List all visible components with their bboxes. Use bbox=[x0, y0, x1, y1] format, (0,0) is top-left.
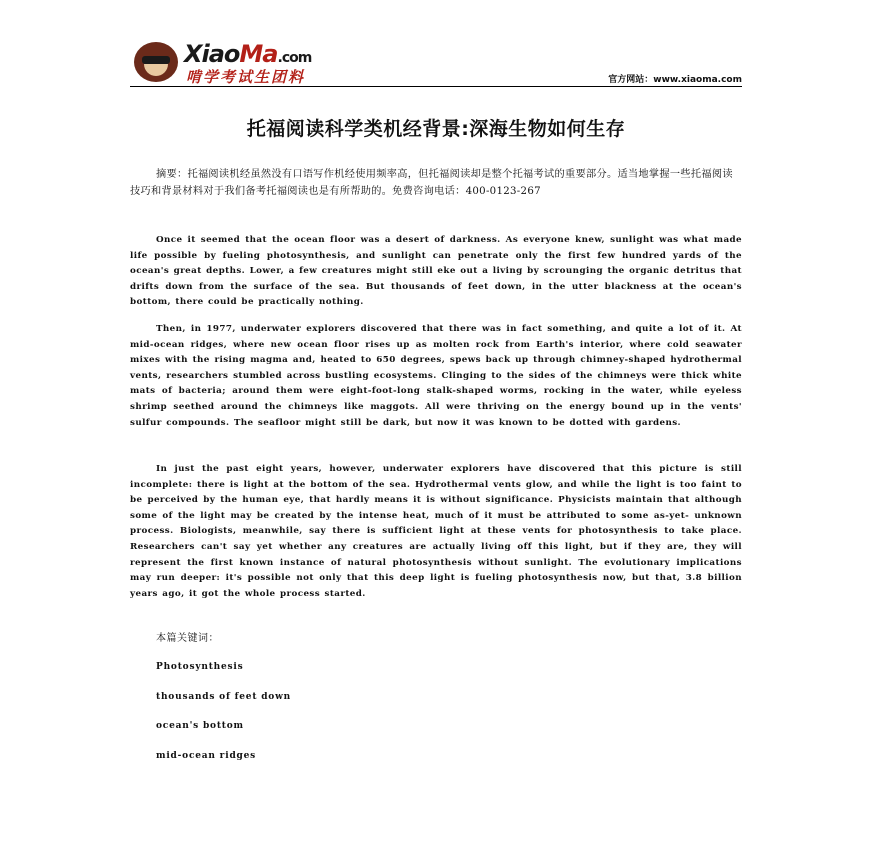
header-divider bbox=[130, 86, 742, 87]
keyword-item: mid-ocean ridges bbox=[156, 751, 257, 761]
logo-slogan: 啃学考试生团料 bbox=[186, 68, 306, 86]
page-title: 托福阅读科学类机经背景:深海生物如何生存 bbox=[246, 118, 626, 140]
logo-word-b: Ma bbox=[239, 40, 278, 68]
keywords-label: 本篇关键词： bbox=[156, 633, 219, 644]
paragraph-1: Once it seemed that the ocean floor was a desert of darkness. As everyone knew, sunlight was what made life possible by fueling photosynthesis, and sunlight can penetrate only the first few hundred yards of the ocean's great depths. Lower, a few creatures might still eke out a living by scrounging the organic detritus that drifts down from the surface of the sea. But thousands of feet down, in the utter blackness at the ocean's bottom, there could be practically nothing. bbox=[130, 235, 742, 308]
logo-word-a: Xiao bbox=[184, 40, 240, 68]
logo-wordmark bbox=[184, 40, 311, 68]
official-site-link[interactable]: 官方网站：www.xiaoma.com bbox=[608, 75, 742, 85]
xiaoma-logo[interactable] bbox=[130, 40, 360, 86]
keyword-item: thousands of feet down bbox=[156, 692, 291, 702]
keyword-item: ocean's bottom bbox=[156, 721, 244, 731]
paragraph-3: In just the past eight years, however, underwater explorers have discovered that this picture is still incomplete: there is light at the bottom of the sea. Hydrothermal vents glow, and while the light is too faint to be perceived by the human eye, that hardly means it is without significance. Physicists maintain that although some of the light may be created by the intense heat, much of it must be attributed to some as-yet- unknown process. Biologists, meanwhile, say there is sufficient light at these vents for photosynthesis to take place. Researchers can't say yet whether any creatures are actually living off this light, but if they are, they will represent the first known instance of natural photosynthesis without sunlight. The evolutionary implications may run deeper: it's possible not only that this deep light is fueling photosynthesis now, but that, 3.8 billion years ago, it got the whole process started. bbox=[130, 464, 742, 599]
keyword-item: Photosynthesis bbox=[156, 662, 244, 672]
abstract: 摘要：托福阅读机经虽然没有口语写作机经使用频率高，但托福阅读却是整个托福考试的重要部分。适当地掌握一些托福阅读技巧和背景材料对于我们备考托福阅读也是有所帮助的。免费咨询电话：400-0123-267 bbox=[130, 169, 733, 197]
page-header bbox=[130, 40, 742, 88]
paragraph-2: Then, in 1977, underwater explorers discovered that there was in fact something, and quite a lot of it. At mid-ocean ridges, where new ocean floor rises up as molten rock from Earth's interior, where cold seawater mixes with the rising magma and, heated to 650 degrees, spews back up through chimney-shaped hydrothermal vents, researchers stumbled across bustling ecosystems. Clinging to the sides of the chimneys were thick white mats of bacteria; around them were eight-foot-long stalk-shaped worms, rocking in the water, while eyeless shrimp seethed around the chimneys like maggots. All were thriving on the energy bound up in the vents' sulfur compounds. The seafloor might still be dark, but now it was known to be dotted with gardens. bbox=[130, 324, 742, 428]
mascot-face bbox=[144, 64, 168, 76]
logo-dotcom: .com bbox=[277, 50, 312, 66]
horse-mascot-icon bbox=[134, 42, 178, 82]
sunglasses-icon bbox=[142, 56, 170, 64]
